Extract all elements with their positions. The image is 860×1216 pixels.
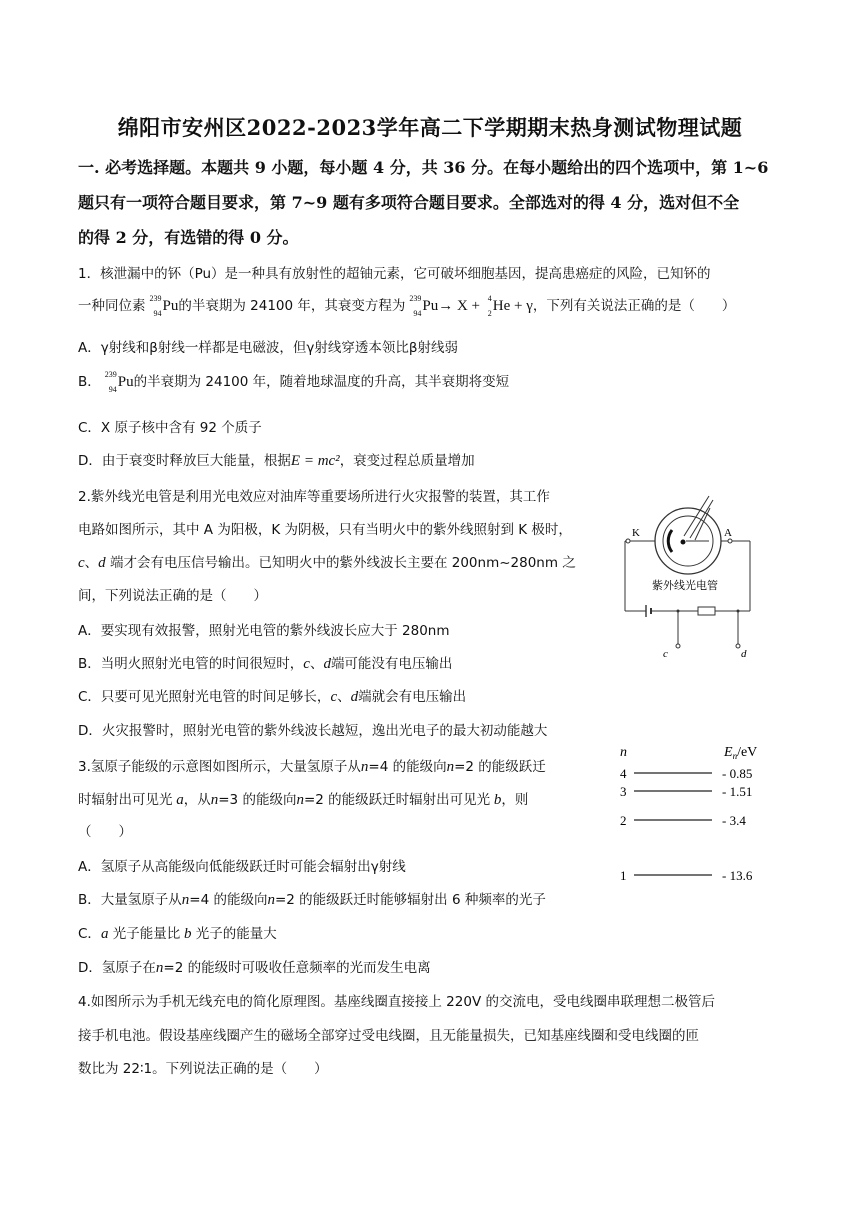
q4-stem-line-3: 数比为 22∶1。下列说法正确的是（ ） <box>78 1061 328 1077</box>
q4-stem-line-1: 4.如图所示为手机无线充电的简化原理图。基座线圈直接接上 220V 的交流电，受电线圈串联理想二极管后 <box>78 994 715 1010</box>
q1-stem-line-2 <box>78 294 735 317</box>
n-axis-label: n <box>620 745 627 760</box>
pu-isotope: 239 94 <box>149 294 162 318</box>
level-number: 3 <box>620 784 627 799</box>
q2-option-a: A．要实现有效报警，照射光电管的紫外线波长应大于 280nm <box>78 623 450 639</box>
q3-option-b: B．大量氢原子从n=4 的能级向n=2 的能级跃迁时能够辐射出 6 种频率的光子 <box>78 892 546 908</box>
he-isotope: 4 2 <box>487 294 492 318</box>
q3-stem-line-1: 3.氢原子能级的示意图如图所示，大量氢原子从n=4 的能级向n=2 的能级跃迁 <box>78 759 546 775</box>
q1-option-b: B． 239 94 Pu的半衰期为 24100 年，随着地球温度的升高，其半衰期将变短 <box>78 370 510 394</box>
energy-axis-label: $E_n/eV$ <box>724 745 758 761</box>
tube-label: 紫外线光电管 <box>652 580 718 592</box>
level-number: 1 <box>620 868 627 883</box>
level-number: 4 <box>620 766 627 781</box>
anode-label: A <box>724 527 732 539</box>
page-title: 绵阳市安州区2022-2023学年高二下学期期末热身测试物理试题 <box>117 115 743 140</box>
section-instruction-line-1: 一. 必考选择题。本题共 9 小题，每小题 4 分，共 36 分。在每小题给出的四个选项中，第 1~6 <box>78 158 769 177</box>
q1-option-a: A．γ射线和β射线一样都是电磁波，但γ射线穿透本领比β射线弱 <box>78 340 458 356</box>
section-instruction-line-2: 题只有一项符合题目要求，第 7~9 题有多项符合题目要求。全部选对的得 4 分，选对但不全 <box>78 193 740 212</box>
q1-option-d: D．由于衰变时释放巨大能量，根据E = mc²，衰变过程总质量增加 <box>78 453 475 469</box>
q3-option-a: A．氢原子从高能级向低能级跃迁时可能会辐射出γ射线 <box>78 859 406 875</box>
level-energy: - 3.4 <box>722 813 746 828</box>
terminal-d-label: d <box>741 648 747 660</box>
level-number: 2 <box>620 813 627 828</box>
q3-option-d: D．氢原子在n=2 的能级时可吸收任意频率的光而发生电离 <box>78 960 431 976</box>
level-energy: - 1.51 <box>722 784 753 799</box>
energy-level-diagram <box>612 738 772 888</box>
q2-stem-line-3: c、d 端才会有电压信号输出。已知明火中的紫外线波长主要在 200nm~280nm 之 <box>78 555 576 571</box>
gamma-symbol: + γ <box>510 298 533 314</box>
pu-symbol: Pu <box>162 298 179 314</box>
decay-equation: → X + <box>438 298 484 314</box>
energy-equation: E = mc² <box>290 453 340 469</box>
q1-stem-text: ，下列有关说法正确的是（ ） <box>532 298 736 314</box>
section-instruction-line-3: 的得 2 分，有选错的得 0 分。 <box>78 228 299 247</box>
q3-stem-line-3: （ ） <box>78 824 132 840</box>
pu-isotope: 239 94 <box>104 370 117 394</box>
energy-levels <box>620 766 753 883</box>
cathode-label: K <box>632 527 640 539</box>
q1-stem-text: 的半衰期为 24100 年，其衰变方程为 <box>178 298 406 314</box>
he-symbol: He <box>492 298 511 314</box>
pu-symbol: Pu <box>422 298 439 314</box>
q4-stem-line-2: 接手机电池。假设基座线圈产生的磁场全部穿过受电线圈，且无能量损失，已知基座线圈和受电线圈的匝 <box>78 1028 699 1044</box>
pu-isotope: 239 94 <box>409 294 422 318</box>
q3-option-c: C．a 光子能量比 b 光子的能量大 <box>78 926 277 942</box>
q2-option-d: D．火灾报警时，照射光电管的紫外线波长越短，逸出光电子的最大初动能越大 <box>78 723 548 739</box>
level-energy: - 13.6 <box>722 868 753 883</box>
level-energy: - 0.85 <box>722 766 753 781</box>
photoelectric-tube-diagram <box>610 486 780 661</box>
q2-option-c: C．只要可见光照射光电管的时间足够长，c、d端就会有电压输出 <box>78 689 467 705</box>
q2-stem-line-4: 间，下列说法正确的是（ ） <box>78 588 267 604</box>
q1-stem-text: 一种同位素 <box>78 298 146 314</box>
terminal-c-label: c <box>663 648 668 660</box>
q1-option-c: C．X 原子核中含有 92 个质子 <box>78 420 262 436</box>
q2-stem-line-1: 2.紫外线光电管是利用光电效应对油库等重要场所进行火灾报警的装置，其工作 <box>78 489 550 505</box>
q3-stem-line-2: 时辐射出可见光 a，从n=3 的能级向n=2 的能级跃迁时辐射出可见光 b，则 <box>78 792 529 808</box>
q2-stem-line-2: 电路如图所示，其中 A 为阳极，K 为阴极，只有当明火中的紫外线照射到 K 极时， <box>78 522 572 538</box>
q2-option-b: B．当明火照射光电管的时间很短时，c、d端可能没有电压输出 <box>78 656 453 672</box>
q1-stem-line-1: 1．核泄漏中的钚（Pu）是一种具有放射性的超铀元素，它可破坏细胞基因，提高患癌症的风险，已知钚的 <box>78 266 711 282</box>
